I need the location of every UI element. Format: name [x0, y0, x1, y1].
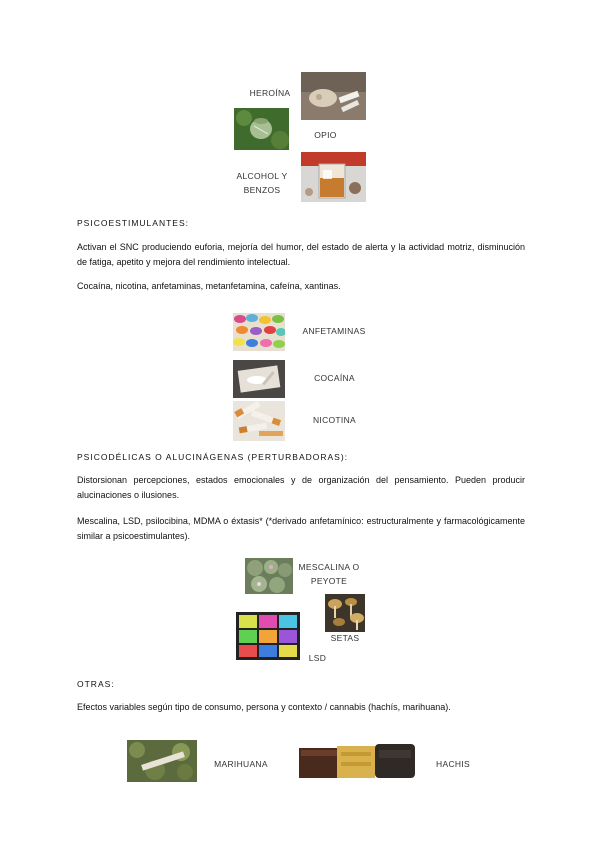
marihuana-image: [127, 740, 197, 782]
otras-description: Efectos variables según tipo de consumo, persona y contexto / cannabis (hachís, marihuana).: [77, 702, 451, 712]
nicotina-label: NICOTINA: [312, 415, 356, 425]
heroina-image: [301, 72, 366, 120]
alcohol-label-line1: ALCOHOL Y: [236, 171, 288, 181]
alcohol-label-line2: BENZOS: [243, 185, 281, 195]
hachis-image: [299, 740, 417, 782]
marihuana-label: MARIHUANA: [214, 759, 268, 769]
lsd-image: [236, 612, 300, 660]
heroina-label: HEROÍNA: [249, 88, 291, 98]
opio-image: [234, 108, 289, 150]
psicoestimulantes-examples: Cocaína, nicotina, anfetaminas, metanfetamina, cafeína, xantinas.: [77, 281, 341, 291]
anfetaminas-image: [233, 313, 285, 351]
cocaina-label: COCAÍNA: [314, 373, 355, 383]
anfetaminas-label: ANFETAMINAS: [302, 326, 366, 336]
psicoestimulantes-heading: PSICOESTIMULANTES:: [77, 218, 189, 228]
cocaina-image: [233, 360, 285, 398]
psicodelicas-heading: PSICODÉLICAS O ALUCINÁGENAS (PERTURBADORAS):: [77, 452, 349, 462]
setas-label: SETAS: [330, 633, 360, 643]
otras-heading: OTRAS:: [77, 679, 115, 689]
psicodelicas-examples: Mescalina, LSD, psilocibina, MDMA o éxtasis* (*derivado anfetamínico: estructuralmente y farmacológicamente similar a psicoestimulantes).: [77, 516, 525, 541]
hachis-label: HACHIS: [436, 759, 470, 769]
mescalina-label-line2: PEYOTE: [310, 576, 348, 586]
mescalina-label-line1: MESCALINA O: [298, 562, 360, 572]
psicodelicas-description: Distorsionan percepciones, estados emocionales y de organización del pensamiento. Pueden producir alucinaciones o ilusiones.: [77, 475, 525, 500]
alcohol-image: [301, 152, 366, 202]
lsd-label: LSD: [308, 653, 327, 663]
setas-image: [325, 594, 365, 632]
nicotina-image: [233, 401, 285, 441]
opio-label: OPIO: [314, 130, 337, 140]
mescalina-image: [245, 558, 293, 594]
psicoestimulantes-description: Activan el SNC produciendo euforia, mejoría del humor, del estado de alerta y la actividad motriz, disminución de fatiga, apetito y mejora del rendimiento intelectual.: [77, 242, 525, 267]
